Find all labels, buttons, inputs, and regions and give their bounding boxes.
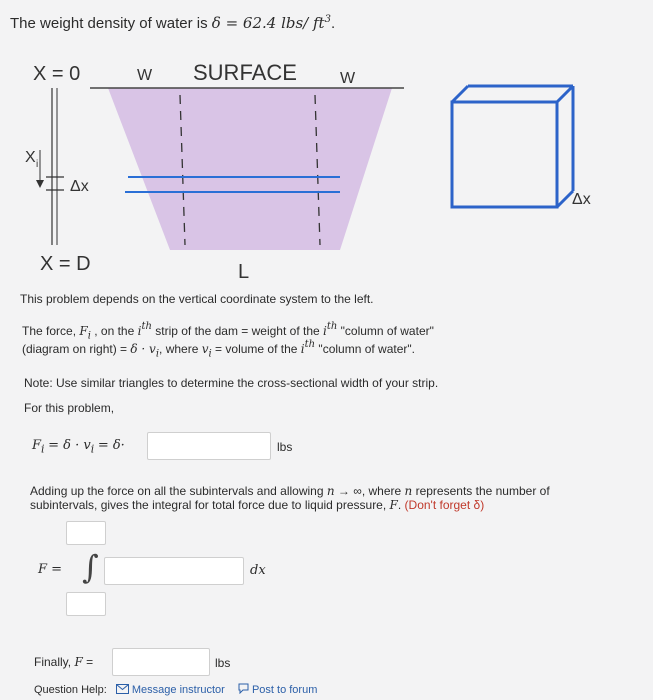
force-definition-line1 (22, 321, 434, 342)
speech-bubble-icon (238, 683, 249, 694)
xd-label: X = D (40, 253, 91, 275)
density-statement (10, 14, 335, 32)
math-var: i (300, 342, 305, 356)
for-this-problem: For this problem, (24, 401, 115, 415)
math-sub: i (87, 330, 91, 342)
xi-sub-label: i (36, 159, 39, 170)
density-exponent: 3 (324, 14, 331, 25)
text: Adding up the force on all the subintervals and allowing (30, 484, 327, 498)
force-equation (32, 437, 125, 456)
water-trapezoid (108, 88, 392, 250)
math-expr: = δ · v (48, 438, 91, 453)
help-label: Question Help: (34, 684, 107, 696)
math-var: i (323, 324, 327, 338)
math-eq: = (82, 655, 94, 669)
text: The force, (22, 324, 80, 338)
dx-label: dx (250, 563, 266, 578)
text: , on the (90, 324, 138, 338)
final-force-input[interactable] (112, 648, 210, 676)
text: = volume of the (211, 342, 301, 356)
integral-explanation-line2 (30, 498, 484, 512)
dam-diagram (0, 40, 653, 290)
force-definition-line2 (22, 339, 415, 360)
l-label: L (238, 261, 250, 283)
text: represents the number of (412, 484, 550, 498)
math-var: F (74, 655, 83, 669)
similar-triangles-note: Note: Use similar triangles to determine the cross-sectional width of your strip. (24, 376, 439, 390)
post-to-forum-label: Post to forum (251, 684, 318, 696)
final-unit: lbs (215, 656, 231, 670)
text: (diagram on right) = (22, 342, 131, 356)
message-instructor-link[interactable] (116, 684, 228, 696)
math-var: F (79, 324, 88, 338)
lower-limit-input[interactable] (66, 592, 106, 616)
math-var: i (137, 324, 142, 338)
x-axis-arrowhead (36, 180, 44, 188)
coordinate-note: This problem depends on the vertical coordinate system to the left. (20, 292, 374, 306)
math-sup: th (304, 339, 316, 350)
math-sub: i (41, 442, 45, 456)
text: "column of water" (337, 324, 434, 338)
density-intro: The weight density of water is (10, 15, 208, 32)
w-left-label: W (137, 67, 153, 84)
integral-explanation-line1 (30, 484, 550, 498)
post-to-forum-link[interactable] (238, 684, 317, 696)
upper-limit-input[interactable] (66, 521, 106, 545)
message-instructor-label: Message instructor (131, 684, 225, 696)
envelope-icon (116, 684, 129, 694)
math-sup: th (326, 321, 338, 332)
dx-label: Δx (70, 178, 89, 195)
w-right-label: W (340, 70, 356, 87)
question-help-bar (34, 683, 317, 696)
density-expression: δ = 62.4 lbs/ ft (211, 14, 325, 32)
force-unit: lbs (277, 440, 293, 454)
text: strip of the dam = weight of the (151, 324, 323, 338)
text: , where (361, 484, 405, 498)
math-expr: = δ· (97, 438, 125, 453)
density-period: . (330, 15, 336, 32)
text: Finally, (34, 655, 75, 669)
math-arrow: → ∞ (334, 484, 362, 498)
math-var: F (389, 498, 398, 512)
xi-label: X (25, 149, 36, 166)
integral-sign: ∫ (82, 548, 99, 586)
math-var: n (326, 484, 335, 498)
math-sup: th (141, 321, 152, 332)
math-sub: i (155, 348, 160, 360)
math-var: v (201, 342, 209, 356)
cube-dx-label: Δx (572, 191, 591, 208)
force-strip-input[interactable] (147, 432, 271, 460)
text: , where (159, 342, 202, 356)
final-label (34, 655, 93, 669)
surface-label: SURFACE (193, 60, 297, 85)
text: subintervals, gives the integral for total force due to liquid pressure, (30, 498, 390, 512)
integrand-input[interactable] (104, 557, 244, 585)
x0-label: X = 0 (33, 63, 81, 85)
math-sub: i (208, 348, 212, 360)
water-column-cube (452, 86, 573, 207)
text: "column of water". (315, 342, 415, 356)
math-var: F (32, 438, 42, 453)
math-var: n (404, 484, 413, 498)
math-expr: δ · v (130, 342, 156, 356)
delta-hint: (Don't forget δ) (404, 498, 485, 512)
integral-lhs: F = (38, 562, 63, 577)
text: . (397, 498, 405, 512)
math-sub: i (90, 442, 95, 456)
